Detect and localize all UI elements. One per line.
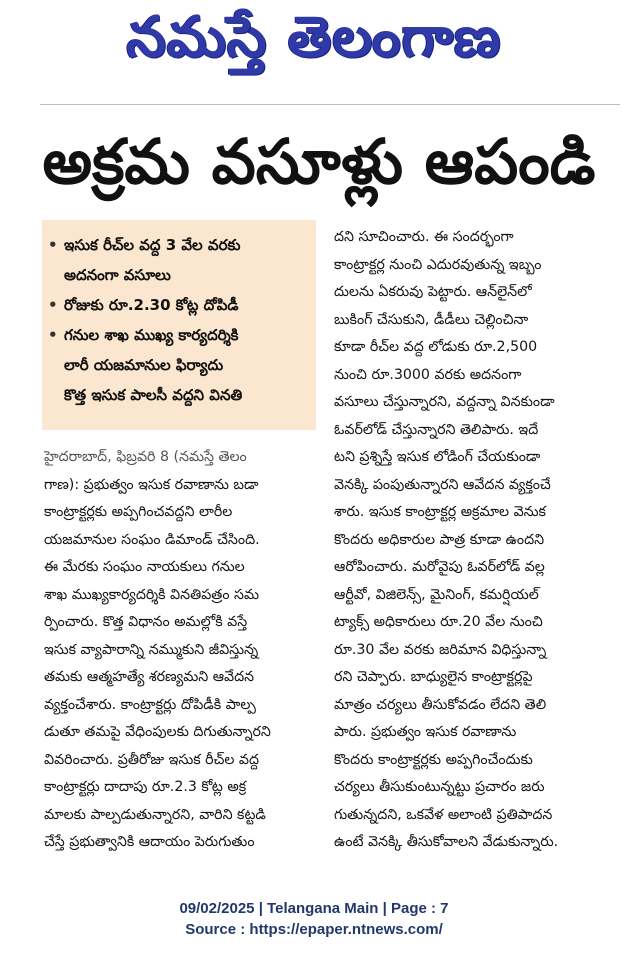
highlight-text: లారీ యజమానుల ఫిర్యాదు	[64, 356, 224, 374]
article-text-line: కాంట్రాక్టర్లు దాదాపు రూ.2.3 కోట్ల అక్ర	[44, 779, 247, 795]
bullet-icon: •	[48, 296, 58, 314]
highlight-text: రోజుకు రూ.2.30 కోట్ల దోపిడీ	[64, 296, 239, 314]
article-text-line: పారు. ప్రభుత్వం ఇసుక రవాణాను	[334, 724, 517, 740]
article-text-line: ఉంటే వెనక్కి తీసుకోవాలని వేడుకున్నారు.	[334, 834, 559, 850]
article-text-line: ట్యాక్స్ అధికారులు రూ.20 వేల నుంచి	[334, 614, 543, 630]
article-text-line: తమకు ఆత్మహత్యే శరణ్యమని ఆవేదన	[44, 669, 255, 685]
masthead-divider	[40, 104, 620, 105]
article-text-line: వసూలు చేస్తున్నారని, వద్దన్నా వినకుండా	[334, 394, 555, 410]
article-text-line: గాణ): ప్రభుత్వం ఇసుక రవాణాను బడా	[44, 476, 259, 493]
article-text-line: ఓవర్‌లోడ్ చేస్తున్నారని తెలిపారు. ఇదే	[334, 421, 539, 438]
article-text-line: వెనక్కి పంపుతున్నారని ఆవేదన వ్యక్తంచే	[334, 476, 551, 493]
article-text-line: చేస్తే ప్రభుత్వానికి ఆదాయం పెరుగుతుం	[44, 834, 255, 850]
highlight-item-line	[48, 320, 310, 350]
article-text-line: నుంచి రూ.3000 వరకు అదనంగా	[334, 366, 522, 383]
article-text-line: కాంట్రాక్టర్లకు అప్పగించవద్దని లారీల	[44, 504, 233, 520]
footer-source: Source : https://epaper.ntnews.com/	[185, 921, 443, 938]
article-text-line: ఇసుక వ్యాపారాన్ని నమ్ముకుని జీవిస్తున్న	[44, 641, 259, 658]
article-text-line: ఆరోపించారు. మరోవైపు ఓవర్‌లోడ్ వల్ల	[334, 559, 545, 575]
article-column-right	[334, 224, 622, 857]
article-text-line: శారు. ఇసుక కాంట్రాక్టర్ల అక్రమాల వెనుక	[334, 504, 546, 520]
article-text-line: కొందరు అధికారుల పాత్ర కూడా ఉందని	[334, 531, 545, 548]
article-dateline: హైదరాబాద్, ఫిబ్రవరి 8 (నమస్తే తెలం	[44, 449, 247, 465]
article-text-line: ఈ మేరకు సంఘం నాయకులు గనుల	[44, 559, 245, 575]
bullet-icon: •	[48, 236, 58, 254]
article-text-line: యజమానుల సంఘం డిమాండ్ చేసింది.	[44, 531, 260, 548]
article-text-line: ఆర్టీవో, విజిలెన్స్, మైనింగ్, కమర్షియల్	[334, 586, 539, 603]
article-text-line: బుకింగ్ చేసుకుని, డీడీలు చెల్లించినా	[334, 311, 529, 328]
masthead	[0, 0, 628, 92]
highlight-item-line	[48, 230, 310, 260]
article-text-line: కూడా రీచ్‌ల వద్ద లోడుకు రూ.2,500	[334, 339, 538, 355]
article-text-line: మాత్రం చర్యలు తీసుకోవడం లేదని తెలి	[334, 696, 547, 713]
article-text-line: కాంట్రాక్టర్ల నుంచి ఎదురవుతున్న ఇబ్బం	[334, 256, 542, 273]
headline: అక్రమ వసూళ్లు ఆపండి	[42, 125, 596, 198]
article-text-line: చర్యలు తీసుకుంటున్నట్టు ప్రచారం జరు	[334, 779, 545, 795]
article-text-line: రూ.30 వేల వరకు జరిమాన విధిస్తున్నా	[334, 641, 547, 658]
highlight-text: గనుల శాఖ ముఖ్య కార్యదర్శికి	[64, 326, 239, 344]
highlight-item-line	[48, 380, 310, 410]
article-text-line: మాలకు పాల్పడుతున్నారని, వారిని కట్టడి	[44, 806, 266, 823]
bullet-icon: •	[48, 326, 58, 344]
article-text-line: వ్యక్తంచేశారు. కాంట్రాక్టర్లు దోపిడీకి పాల్ప	[44, 696, 256, 713]
highlights-box	[42, 220, 316, 430]
footer-edition-info: 09/02/2025 | Telangana Main | Page : 7	[179, 900, 449, 917]
masthead-logo: నమస్తే తెలంగాణ	[126, 4, 502, 70]
article-text-line: శాఖ ముఖ్యకార్యదర్శికి వినతిపత్రం సమ	[44, 586, 259, 603]
page-footer	[0, 898, 628, 940]
article-text-line: ర్పించారు. కొత్త విధానం అమల్లోకి వస్తే	[44, 614, 248, 630]
article-text-line: కొందరు కాంట్రాక్టర్లకు అప్పగించేందుకు	[334, 751, 533, 768]
highlight-text: అదనంగా వసూలు	[64, 266, 171, 284]
highlight-item-line	[48, 260, 310, 290]
highlight-item-line	[48, 350, 310, 380]
article-column-left	[44, 444, 316, 857]
article-text-line: దని సూచించారు. ఈ సందర్భంగా	[334, 229, 514, 245]
article-text-line: గుతున్నదని, ఒకవేళ అలాంటి ప్రతిపాదన	[334, 806, 553, 823]
highlight-text: ఇసుక రీచ్‌ల వద్ద 3 వేల వరకు	[64, 236, 241, 254]
article-text-line: దులను ఏకరువు పెట్టారు. ఆన్‌లైన్‌లో	[334, 284, 532, 300]
article-text-line: టని ప్రశ్నిస్తే ఇసుక లోడింగ్ చేయకుండా	[334, 449, 541, 465]
highlight-item-line	[48, 290, 310, 320]
highlight-text: కొత్త ఇసుక పాలసీ వద్దని వినతి	[64, 386, 243, 404]
article-text-line: రని చెప్పారు. బాధ్యులైన కాంట్రాక్టర్లపై	[334, 669, 533, 685]
article-text-line: వివరించారు. ప్రతీరోజు ఇసుక రీచ్‌ల వద్ద	[44, 751, 260, 768]
article-text-line: డుతూ తమపై వేధింపులకు దిగుతున్నారని	[44, 724, 271, 740]
